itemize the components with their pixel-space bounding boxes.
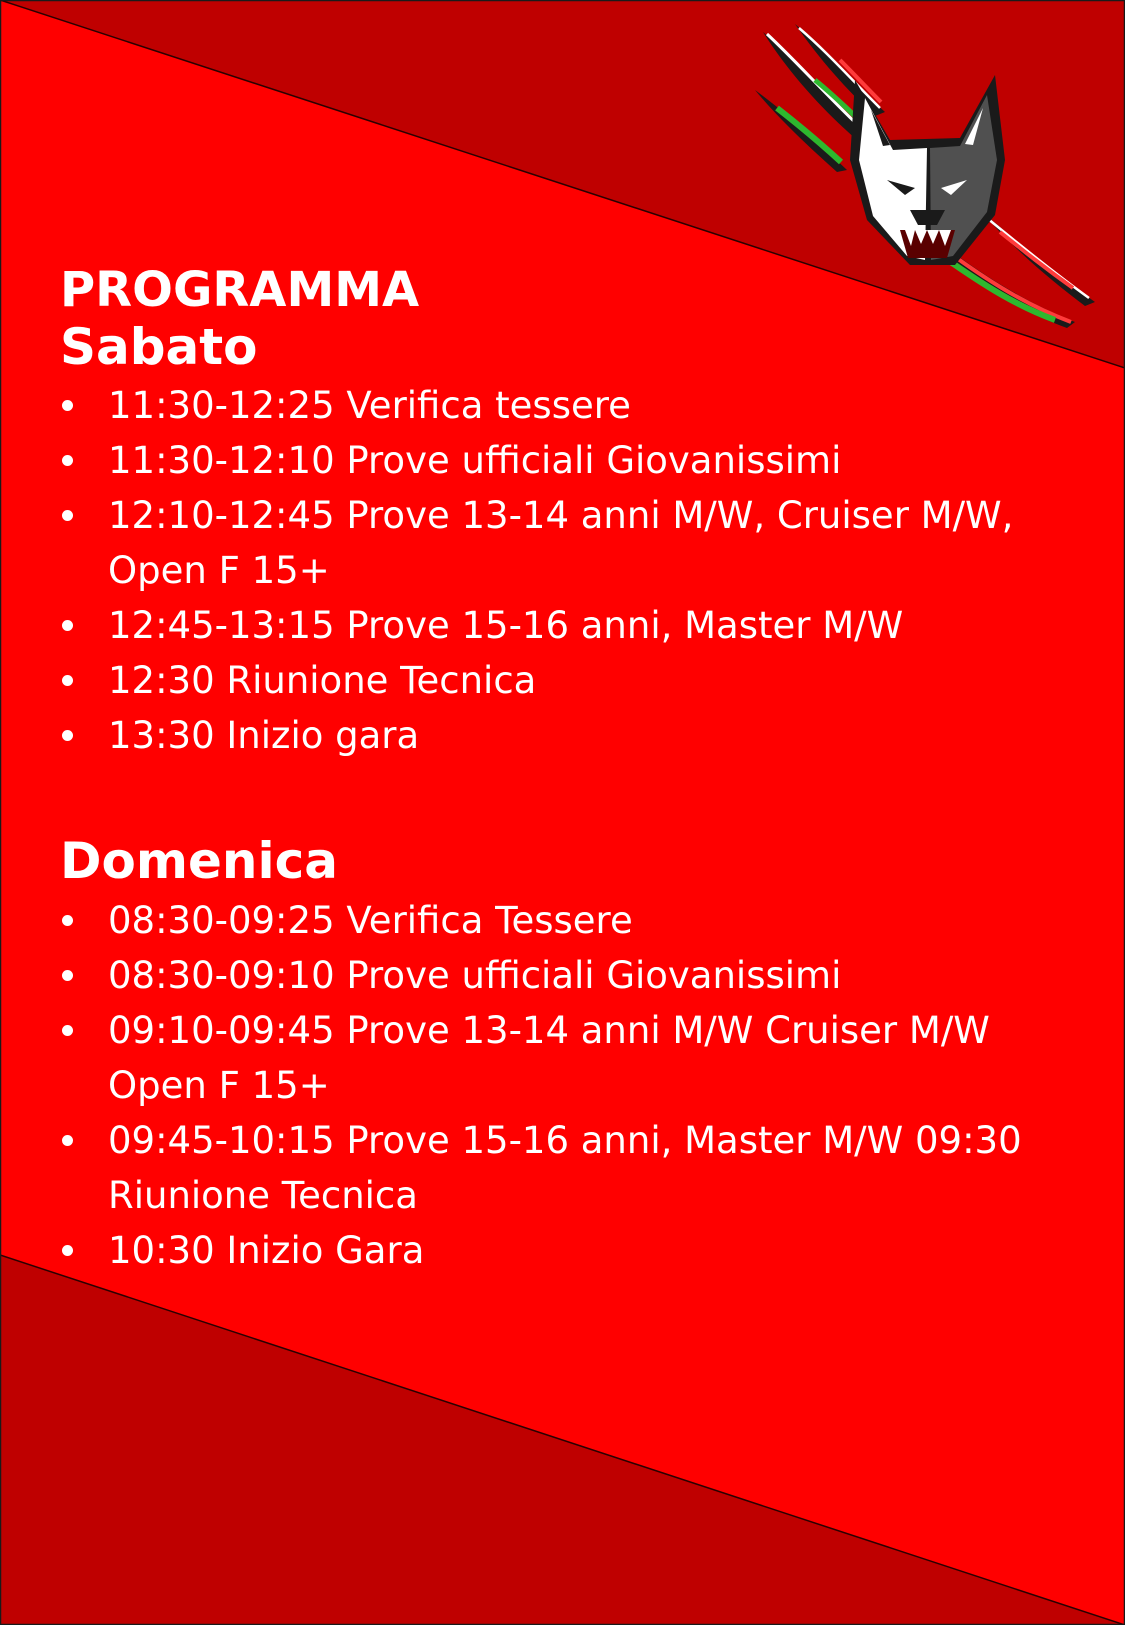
schedule-item: 08:30-09:10 Prove ufficiali Giovanissimi [60, 948, 1070, 1003]
schedule-item: 11:30-12:25 Verifica tessere [60, 378, 1070, 433]
schedule-item: 13:30 Inizio gara [60, 708, 1070, 763]
schedule-item: 09:10-09:45 Prove 13-14 anni M/W Cruiser M/W Open F 15+ [60, 1003, 1070, 1113]
schedule-item: 10:30 Inizio Gara [60, 1223, 1070, 1278]
schedule-item: 09:45-10:15 Prove 15-16 anni, Master M/W 09:30 Riunione Tecnica [60, 1113, 1070, 1223]
day-section-sunday [60, 833, 1070, 1278]
schedule-list-sunday [60, 893, 1070, 1278]
schedule-item: 12:45-13:15 Prove 15-16 anni, Master M/W [60, 598, 1070, 653]
day-heading-saturday: Sabato [60, 317, 258, 376]
day-heading-sunday: Domenica [60, 832, 338, 891]
schedule-list-saturday [60, 378, 1070, 763]
schedule-item: 11:30-12:10 Prove ufficiali Giovanissimi [60, 433, 1070, 488]
schedule-item: 12:30 Riunione Tecnica [60, 653, 1070, 708]
schedule-item: 12:10-12:45 Prove 13-14 anni M/W, Cruiser M/W, Open F 15+ [60, 488, 1070, 598]
program-content [60, 262, 1070, 1278]
program-title: PROGRAMMA [60, 262, 420, 318]
schedule-item: 08:30-09:25 Verifica Tessere [60, 893, 1070, 948]
day-section-saturday [60, 319, 1070, 764]
